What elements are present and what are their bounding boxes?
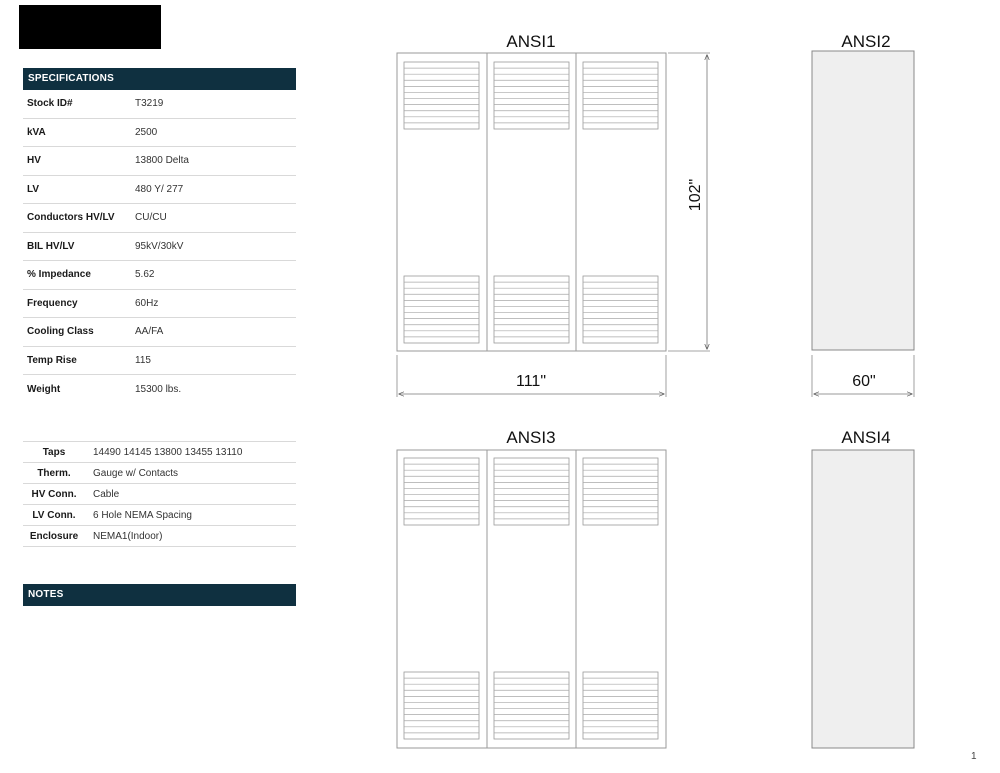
ansi3-title: ANSI3 xyxy=(506,428,556,447)
ansi1-width-dim: 111" xyxy=(516,373,546,390)
spec-value: T3219 xyxy=(135,98,164,110)
spec-label: Cooling Class xyxy=(27,326,94,338)
detail-label: Therm. xyxy=(37,467,71,479)
spec-label: BIL HV/LV xyxy=(27,240,75,252)
spec-value: 13800 Delta xyxy=(135,155,189,167)
spec-label: Frequency xyxy=(27,297,78,309)
spec-value: 480 Y/ 277 xyxy=(135,183,184,195)
spec-label: LV xyxy=(27,183,40,195)
louver-grille xyxy=(494,62,569,129)
detail-value: Gauge w/ Contacts xyxy=(93,467,179,479)
spec-value: 60Hz xyxy=(135,297,159,309)
ansi1-front-view xyxy=(397,53,666,351)
detail-value: 6 Hole NEMA Spacing xyxy=(93,509,192,521)
detail-label: Enclosure xyxy=(29,530,79,542)
spec-label: Temp Rise xyxy=(27,354,77,366)
louver-grille xyxy=(583,62,658,129)
spec-value: 115 xyxy=(135,354,151,366)
louver-grille xyxy=(404,276,479,343)
ansi4-side-view xyxy=(812,450,914,748)
specifications-header: SPECIFICATIONS xyxy=(23,68,296,90)
louver-grille xyxy=(404,62,479,129)
louver-grille xyxy=(583,276,658,343)
spec-value: 2500 xyxy=(135,126,158,138)
spec-value: 5.62 xyxy=(135,269,155,281)
louver-grille xyxy=(494,672,569,739)
louver-grille xyxy=(494,458,569,525)
ansi1-height-dimension xyxy=(668,53,710,351)
detail-label: HV Conn. xyxy=(31,488,77,500)
ansi4-title: ANSI4 xyxy=(841,428,891,447)
spec-label: HV xyxy=(27,155,41,167)
spec-value: CU/CU xyxy=(135,212,167,224)
spec-value: AA/FA xyxy=(135,326,164,338)
spec-label: kVA xyxy=(27,126,46,138)
louver-grille xyxy=(404,458,479,525)
louver-grille xyxy=(583,672,658,739)
detail-label: Taps xyxy=(42,446,66,458)
ansi2-width-dimension xyxy=(812,355,914,397)
spec-value: 95kV/30kV xyxy=(135,240,184,252)
ansi2-width-dim: 60" xyxy=(852,373,876,390)
ansi2-title: ANSI2 xyxy=(841,32,891,51)
ansi1-title: ANSI1 xyxy=(506,32,556,51)
detail-value: 14490 14145 13800 13455 13110 xyxy=(93,446,243,458)
spec-value: 15300 lbs. xyxy=(135,383,182,395)
spec-label: Stock ID# xyxy=(27,98,73,110)
page-number: 1 xyxy=(971,751,977,762)
ansi3-rear-view xyxy=(397,450,666,748)
spec-label: Conductors HV/LV xyxy=(27,212,115,224)
notes-header: NOTES xyxy=(23,584,296,606)
louver-grille xyxy=(583,458,658,525)
detail-value: NEMA1(Indoor) xyxy=(93,530,163,542)
ansi1-width-dimension xyxy=(397,355,666,397)
louver-grille xyxy=(404,672,479,739)
spec-label: Weight xyxy=(27,383,61,395)
ansi1-height-dim: 102" xyxy=(687,178,704,212)
detail-label: LV Conn. xyxy=(32,509,76,521)
detail-value: Cable xyxy=(93,488,120,500)
spec-label: % Impedance xyxy=(27,269,91,281)
louver-grille xyxy=(494,276,569,343)
ansi2-side-view xyxy=(812,51,914,350)
